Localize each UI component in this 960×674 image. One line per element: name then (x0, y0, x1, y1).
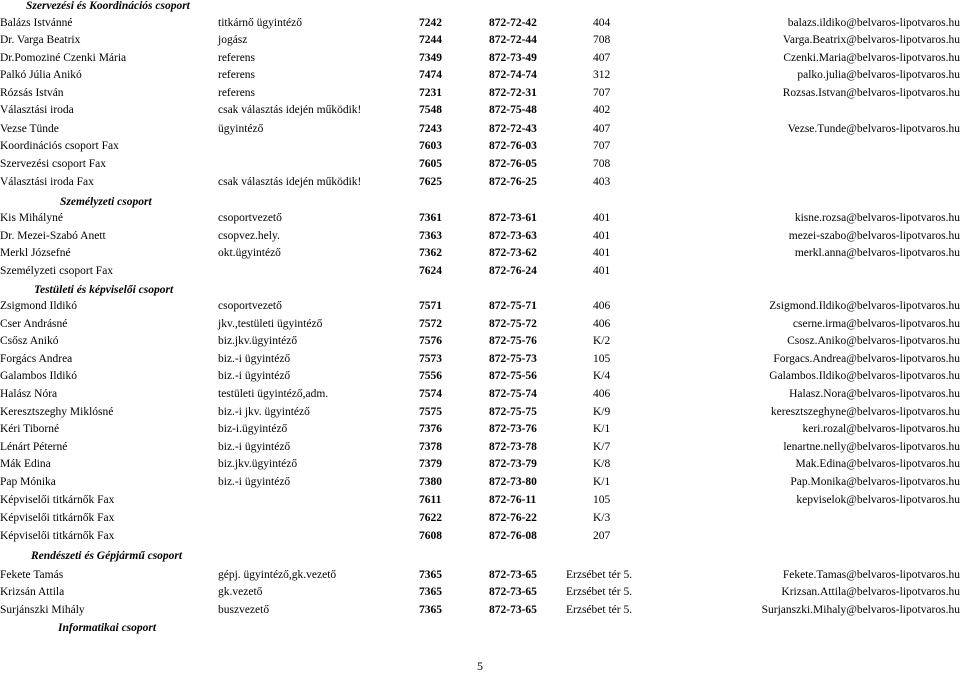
email-address[interactable]: cserne.irma@belvaros-lipotvaros.hu (793, 316, 960, 333)
person-name: Palkó Júlia Anikó (0, 67, 82, 84)
directory-row (0, 421, 960, 438)
directory-row (0, 584, 960, 601)
job-title: biz.jkv.ügyintéző (218, 456, 297, 473)
job-title: biz.jkv.ügyintéző (218, 333, 297, 350)
room-number: 407 (593, 50, 610, 67)
extension-number: 7365 (419, 602, 442, 619)
job-title: testületi ügyintéző,adm. (218, 386, 328, 403)
person-name: Halász Nóra (0, 386, 57, 403)
room-number: Erzsébet tér 5. (566, 567, 632, 584)
extension-number: 7365 (419, 584, 442, 601)
job-title: okt.ügyintéző (218, 245, 281, 262)
person-name: Szervezési csoport Fax (0, 156, 106, 173)
email-address[interactable]: Halasz.Nora@belvaros-lipotvaros.hu (789, 386, 960, 403)
person-name: Rózsás István (0, 85, 64, 102)
email-address[interactable]: Varga.Beatrix@belvaros-lipotvaros.hu (783, 32, 960, 49)
extension-number: 7548 (419, 102, 442, 119)
email-address[interactable]: Forgacs.Andrea@belvaros-lipotvaros.hu (773, 351, 960, 368)
directory-row (0, 102, 960, 119)
job-title: gk.vezető (218, 584, 262, 601)
directory-row (0, 333, 960, 350)
extension-number: 7376 (419, 421, 442, 438)
room-number: K/7 (593, 439, 610, 456)
email-address[interactable]: Rozsas.Istvan@belvaros-lipotvaros.hu (783, 85, 960, 102)
job-title: biz.-i ügyintéző (218, 351, 290, 368)
job-title: biz.-i ügyintéző (218, 368, 290, 385)
job-title: biz.-i ügyintéző (218, 474, 290, 491)
phone-number: 872-72-43 (489, 121, 537, 138)
extension-number: 7572 (419, 316, 442, 333)
email-address[interactable]: Czenki.Maria@belvaros-lipotvaros.hu (783, 50, 960, 67)
directory-row (0, 263, 960, 280)
job-title: titkárnő ügyintéző (218, 15, 302, 32)
room-number: 708 (593, 32, 610, 49)
person-name: Fekete Tamás (0, 567, 63, 584)
room-number: 207 (593, 528, 610, 545)
directory-row (0, 32, 960, 49)
person-name: Dr. Varga Beatrix (0, 32, 80, 49)
section-heading: Szervezési és Koordinációs csoport (26, 0, 190, 12)
extension-number: 7603 (419, 138, 442, 155)
phone-number: 872-73-65 (489, 584, 537, 601)
job-title: csak választás idején működik! (218, 174, 361, 191)
person-name: Vezse Tünde (0, 121, 59, 138)
phone-number: 872-76-05 (489, 156, 537, 173)
phone-number: 872-75-48 (489, 102, 537, 119)
extension-number: 7576 (419, 333, 442, 350)
person-name: Zsigmond Ildikó (0, 298, 77, 315)
section-heading: Személyzeti csoport (60, 196, 152, 208)
phone-number: 872-76-03 (489, 138, 537, 155)
directory-row (0, 210, 960, 227)
room-number: 401 (593, 263, 610, 280)
person-name: Forgács Andrea (0, 351, 72, 368)
room-number: 105 (593, 492, 610, 509)
email-address[interactable]: kepviselok@belvaros-lipotvaros.hu (796, 492, 960, 509)
phone-number: 872-75-73 (489, 351, 537, 368)
person-name: Merkl Józsefné (0, 245, 71, 262)
email-address[interactable]: Krizsan.Attila@belvaros-lipotvaros.hu (781, 584, 960, 601)
email-address[interactable]: keri.rozal@belvaros-lipotvaros.hu (803, 421, 960, 438)
extension-number: 7474 (419, 67, 442, 84)
room-number: K/9 (593, 404, 610, 421)
directory-row (0, 174, 960, 191)
person-name: Választási iroda (0, 102, 74, 119)
job-title: referens (218, 85, 255, 102)
room-number: Erzsébet tér 5. (566, 602, 632, 619)
phone-number: 872-73-62 (489, 245, 537, 262)
room-number: 406 (593, 316, 610, 333)
person-name: Képviselői titkárnők Fax (0, 528, 114, 545)
job-title: referens (218, 50, 255, 67)
person-name: Krizsán Attila (0, 584, 64, 601)
extension-number: 7556 (419, 368, 442, 385)
extension-number: 7361 (419, 210, 442, 227)
phone-number: 872-72-44 (489, 32, 537, 49)
room-number: 401 (593, 245, 610, 262)
job-title: buszvezető (218, 602, 269, 619)
person-name: Balázs Istvánné (0, 15, 73, 32)
section-heading: Testületi és képviselői csoport (34, 284, 173, 296)
room-number: 404 (593, 15, 610, 32)
job-title: biz.-i jkv. ügyintéző (218, 404, 310, 421)
person-name: Surjánszki Mihály (0, 602, 85, 619)
person-name: Galambos Ildikó (0, 368, 77, 385)
section-heading: Informatikai csoport (58, 622, 156, 634)
directory-row (0, 492, 960, 509)
directory-row (0, 567, 960, 584)
email-address[interactable]: Fekete.Tamas@belvaros-lipotvaros.hu (783, 567, 960, 584)
email-address[interactable]: Mak.Edina@belvaros-lipotvaros.hu (795, 456, 960, 473)
directory-row (0, 404, 960, 421)
extension-number: 7362 (419, 245, 442, 262)
extension-number: 7365 (419, 567, 442, 584)
extension-number: 7380 (419, 474, 442, 491)
extension-number: 7378 (419, 439, 442, 456)
room-number: K/4 (593, 368, 610, 385)
room-number: K/1 (593, 421, 610, 438)
person-name: Képviselői titkárnők Fax (0, 510, 114, 527)
directory-row (0, 15, 960, 32)
extension-number: 7571 (419, 298, 442, 315)
extension-number: 7622 (419, 510, 442, 527)
person-name: Képviselői titkárnők Fax (0, 492, 114, 509)
room-number: 707 (593, 138, 610, 155)
directory-row (0, 156, 960, 173)
extension-number: 7574 (419, 386, 442, 403)
extension-number: 7611 (419, 492, 441, 509)
phone-number: 872-76-08 (489, 528, 537, 545)
room-number: 406 (593, 298, 610, 315)
phone-number: 872-75-74 (489, 386, 537, 403)
job-title: biz.-i ügyintéző (218, 439, 290, 456)
room-number: 403 (593, 174, 610, 191)
job-title: csopvez.hely. (218, 228, 280, 245)
phone-number: 872-73-65 (489, 567, 537, 584)
extension-number: 7608 (419, 528, 442, 545)
job-title: jkv.,testületi ügyintéző (218, 316, 322, 333)
extension-number: 7575 (419, 404, 442, 421)
person-name: Személyzeti csoport Fax (0, 263, 113, 280)
email-address[interactable]: lenartne.nelly@belvaros-lipotvaros.hu (783, 439, 960, 456)
job-title: csak választás idején működik! (218, 102, 361, 119)
directory-row (0, 138, 960, 155)
extension-number: 7363 (419, 228, 442, 245)
phone-number: 872-72-42 (489, 15, 537, 32)
email-address[interactable]: Zsigmond.Ildiko@belvaros-lipotvaros.hu (769, 298, 960, 315)
job-title: gépj. ügyintéző,gk.vezető (218, 567, 336, 584)
room-number: 401 (593, 210, 610, 227)
room-number: 707 (593, 85, 610, 102)
phone-number: 872-73-76 (489, 421, 537, 438)
directory-row (0, 316, 960, 333)
phone-number: 872-75-72 (489, 316, 537, 333)
person-name: Kéri Tiborné (0, 421, 59, 438)
job-title: csoportvezető (218, 210, 282, 227)
extension-number: 7242 (419, 15, 442, 32)
phone-number: 872-76-11 (489, 492, 536, 509)
person-name: Koordinációs csoport Fax (0, 138, 119, 155)
page-number: 5 (477, 659, 483, 674)
extension-number: 7625 (419, 174, 442, 191)
email-address[interactable]: Pap.Monika@belvaros-lipotvaros.hu (790, 474, 960, 491)
directory-row (0, 121, 960, 138)
phone-number: 872-76-25 (489, 174, 537, 191)
directory-row (0, 602, 960, 619)
room-number: Erzsébet tér 5. (566, 584, 632, 601)
job-title: jogász (218, 32, 247, 49)
person-name: Csősz Anikó (0, 333, 58, 350)
directory-row (0, 439, 960, 456)
job-title: biz-i.ügyintéző (218, 421, 287, 438)
room-number: K/2 (593, 333, 610, 350)
extension-number: 7349 (419, 50, 442, 67)
room-number: 407 (593, 121, 610, 138)
directory-row (0, 456, 960, 473)
directory-row (0, 67, 960, 84)
email-address[interactable]: balazs.ildiko@belvaros-lipotvaros.hu (788, 15, 960, 32)
extension-number: 7243 (419, 121, 442, 138)
email-address[interactable]: Surjanszki.Mihaly@belvaros-lipotvaros.hu (762, 602, 960, 619)
job-title: referens (218, 67, 255, 84)
room-number: K/8 (593, 456, 610, 473)
room-number: 708 (593, 156, 610, 173)
person-name: Mák Edina (0, 456, 51, 473)
person-name: Kis Mihályné (0, 210, 63, 227)
person-name: Pap Mónika (0, 474, 56, 491)
phone-number: 872-75-76 (489, 333, 537, 350)
phone-number: 872-73-79 (489, 456, 537, 473)
phone-number: 872-73-78 (489, 439, 537, 456)
email-address[interactable]: palko.julia@belvaros-lipotvaros.hu (797, 67, 960, 84)
person-name: Cser Andrásné (0, 316, 67, 333)
directory-row (0, 474, 960, 491)
directory-row (0, 351, 960, 368)
phone-number: 872-73-63 (489, 228, 537, 245)
directory-row (0, 528, 960, 545)
person-name: Dr.Pomoziné Czenki Mária (0, 50, 126, 67)
phone-number: 872-74-74 (489, 67, 537, 84)
email-address[interactable]: Galambos.Ildiko@belvaros-lipotvaros.hu (769, 368, 960, 385)
directory-row (0, 245, 960, 262)
phone-number: 872-73-80 (489, 474, 537, 491)
directory-row (0, 386, 960, 403)
room-number: 312 (593, 67, 610, 84)
directory-row (0, 228, 960, 245)
phone-number: 872-73-61 (489, 210, 537, 227)
person-name: Választási iroda Fax (0, 174, 94, 191)
phone-number: 872-72-31 (489, 85, 537, 102)
person-name: Dr. Mezei-Szabó Anett (0, 228, 106, 245)
phone-number: 872-75-71 (489, 298, 537, 315)
person-name: Lénárt Péterné (0, 439, 67, 456)
job-title: ügyintéző (218, 121, 263, 138)
room-number: 105 (593, 351, 610, 368)
directory-row (0, 298, 960, 315)
email-address[interactable]: merkl.anna@belvaros-lipotvaros.hu (795, 245, 960, 262)
phone-number: 872-76-22 (489, 510, 537, 527)
phone-number: 872-73-65 (489, 602, 537, 619)
phone-number: 872-75-75 (489, 404, 537, 421)
directory-row (0, 50, 960, 67)
directory-row (0, 368, 960, 385)
email-address[interactable]: keresztszeghyne@belvaros-lipotvaros.hu (771, 404, 960, 421)
extension-number: 7379 (419, 456, 442, 473)
extension-number: 7231 (419, 85, 442, 102)
room-number: 402 (593, 102, 610, 119)
job-title: csoportvezető (218, 298, 282, 315)
room-number: 401 (593, 228, 610, 245)
extension-number: 7605 (419, 156, 442, 173)
phone-number: 872-76-24 (489, 263, 537, 280)
email-address[interactable]: Vezse.Tunde@belvaros-lipotvaros.hu (788, 121, 960, 138)
email-address[interactable]: kisne.rozsa@belvaros-lipotvaros.hu (795, 210, 960, 227)
room-number: K/1 (593, 474, 610, 491)
room-number: K/3 (593, 510, 610, 527)
extension-number: 7573 (419, 351, 442, 368)
phone-number: 872-75-56 (489, 368, 537, 385)
directory-row (0, 85, 960, 102)
directory-row (0, 510, 960, 527)
email-address[interactable]: mezei-szabo@belvaros-lipotvaros.hu (789, 228, 960, 245)
phone-number: 872-73-49 (489, 50, 537, 67)
extension-number: 7244 (419, 32, 442, 49)
extension-number: 7624 (419, 263, 442, 280)
person-name: Keresztszeghy Miklósné (0, 404, 113, 421)
email-address[interactable]: Csosz.Aniko@belvaros-lipotvaros.hu (787, 333, 960, 350)
section-heading: Rendészeti és Gépjármű csoport (31, 550, 182, 562)
room-number: 406 (593, 386, 610, 403)
